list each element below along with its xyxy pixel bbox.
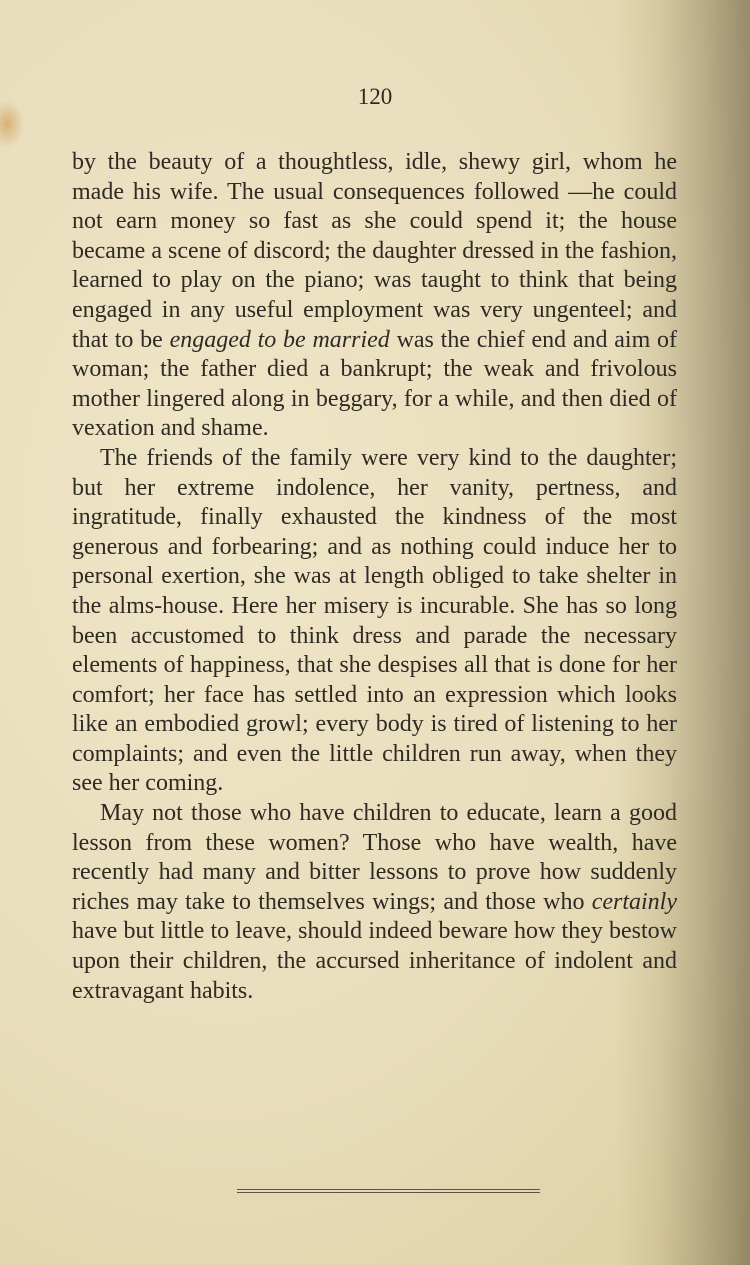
section-divider-rule <box>237 1189 540 1193</box>
paragraph-1-text-a: by the beauty of a thoughtless, idle, shewy girl, whom he made his wife. The usual consequences followed —he could not earn money so fast as she could spend it; the house became a scene of discord; the daughter dressed in the fashion, learned to play on the piano; was taught to think that being engaged in any useful employment was very ungenteel; and that to be <box>72 149 677 353</box>
paragraph-3 <box>72 799 677 1006</box>
page-number: 120 <box>357 84 393 109</box>
italic-word-certainly: certainly <box>591 888 677 915</box>
paragraph-1 <box>72 148 677 444</box>
paragraph-2-text: The friends of the family were very kind to the daughter; but her extreme indolence, her vanity, pertness, and ingratitude, finally exhausted the kindness of the most generous and forbearing; and as nothing could induce her to personal exertion, she was at length obliged to take shelter in the alms-house. Here her misery is incurable. She has so long been accustomed to think dress and parade the necessary elements of happiness, that she despises all that is done for her comfort; her face has settled into an expression which looks like an embodied growl; every body is tired of listening to her complaints; and even the little children run away, when they see her coming. <box>72 444 677 797</box>
italic-phrase-engaged-to-be-married: engaged to be married <box>169 326 390 353</box>
paragraph-3-text-b: have but little to leave, should indeed beware how they bestow upon their children, the accursed inheritance of indolent and extravagant habits. <box>72 918 677 1004</box>
paragraph-2 <box>72 444 677 799</box>
paragraph-3-text-a: May not those who have children to educate, learn a good lesson from these women? Those who have wealth, have recently had many and bitter lessons to prove how suddenly riches may take to themselves wings; and those who <box>72 800 677 915</box>
body-text <box>72 148 677 1006</box>
paragraph-1-text-b: was the chief end and aim of woman; the father died a bankrupt; the weak and frivolous mother lingered along in beggary, for a while, and then died of vexation and shame. <box>72 326 677 442</box>
